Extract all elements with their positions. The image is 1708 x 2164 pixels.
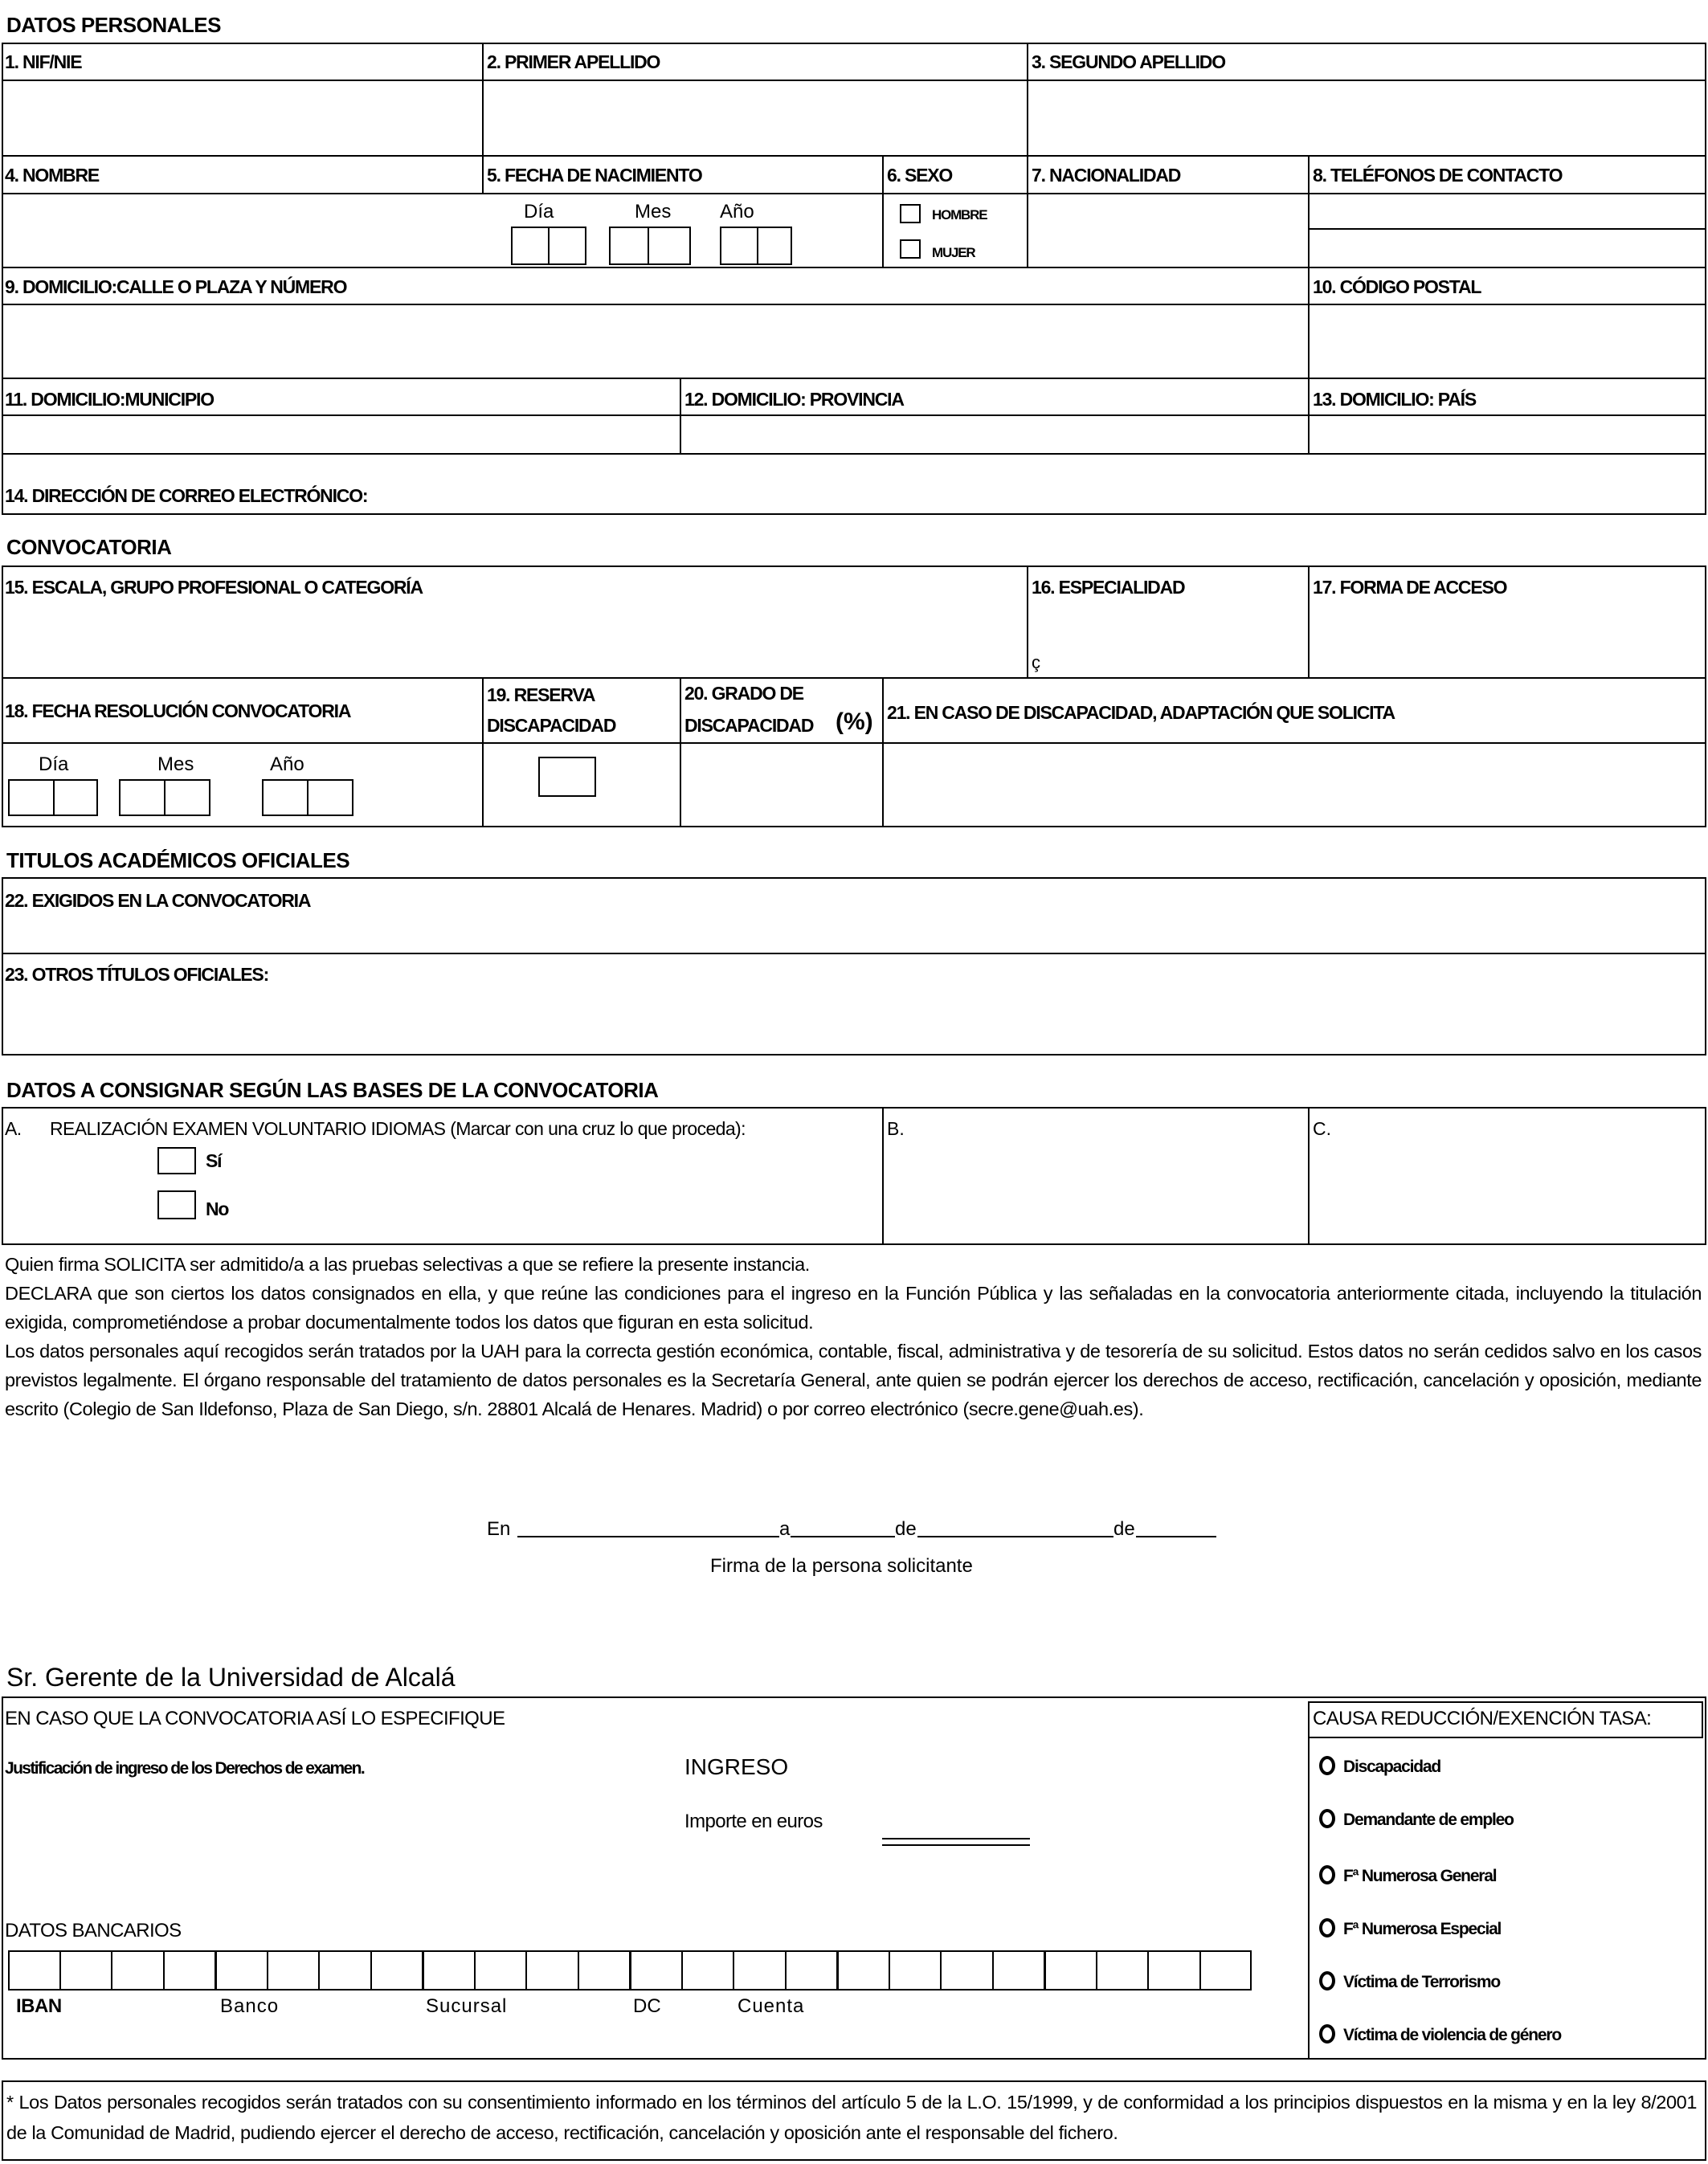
- radio-numerosa-general[interactable]: [1319, 1865, 1335, 1884]
- label-c: C.: [1313, 1118, 1331, 1139]
- label-adaptacion: 21. EN CASO DE DISCAPACIDAD, ADAPTACIÓN QUE SOLICITA: [887, 702, 1395, 723]
- iban-cell-divider: [992, 1950, 994, 1990]
- declaration-datos-personales: Los datos personales aquí recogidos serán tratados por la UAH para la correcta gestión económica, contable, fiscal, administrativa y de tesorería de su solicitud. Estos datos no serán cedidos salvo en los casos previstos legalmente. El órgano responsable del tratamiento de datos personales es la Secretaría General, ante quien se podrán ejercer los derechos de acceso, rectificación, cancelación y oposición, mediante escrito (Colegio de San Ildefonso, Plaza de San Diego, s/n. 28801 Alcalá de Henares. Madrid) o por correo electrónico (secre.gene@uah.es).: [5, 1341, 1702, 1419]
- label-dc: DC: [633, 1995, 661, 2017]
- label-mes: Mes: [635, 201, 672, 223]
- domicilio-calle-input[interactable]: [3, 305, 1306, 376]
- checkbox-idiomas-no[interactable]: [157, 1190, 196, 1219]
- campo-c-input[interactable]: [1311, 1141, 1703, 1242]
- label-especialidad: 16. ESPECIALIDAD: [1032, 577, 1185, 598]
- label-de-1: de: [895, 1518, 917, 1540]
- birth-month-digit-2[interactable]: [648, 227, 691, 265]
- label-domicilio-calle: 9. DOMICILIO:CALLE O PLAZA Y NÚMERO: [5, 276, 347, 297]
- radio-violencia-genero[interactable]: [1319, 2024, 1335, 2044]
- grado-discapacidad-input[interactable]: [683, 744, 881, 826]
- resolucion-year-digit-1[interactable]: [262, 779, 309, 816]
- label-telefonos: 8. TELÉFONOS DE CONTACTO: [1313, 165, 1563, 186]
- label-causa-discapacidad: Discapacidad: [1343, 1758, 1440, 1776]
- label-ingreso: INGRESO: [684, 1754, 789, 1779]
- label-grado: 20. GRADO DE: [684, 683, 803, 704]
- iban-cell-divider: [111, 1950, 112, 1990]
- gerente-title: Sr. Gerente de la Universidad de Alcalá: [6, 1663, 456, 1692]
- declaration-declara: DECLARA que son ciertos los datos consignados en ella, y que reúne las condiciones para el ingreso en la Función Pública y las señaladas en la convocatoria anteriormente citada, incluyendo la titulación exigida, comprometiéndose a probar documentalmente todos los datos que figuran en esta solicitud.: [5, 1283, 1702, 1333]
- iban-cell-divider: [1044, 1950, 1046, 1990]
- label-codigo-postal: 10. CÓDIGO POSTAL: [1313, 276, 1481, 297]
- label-segundo-apellido: 3. SEGUNDO APELLIDO: [1032, 51, 1225, 72]
- label-banco: Banco: [220, 1995, 280, 2017]
- label-reserva-discapacidad: DISCAPACIDAD: [487, 715, 616, 736]
- label-cuenta: Cuenta: [738, 1995, 805, 2017]
- iban-cell-divider: [267, 1950, 268, 1990]
- primer-apellido-input[interactable]: [485, 81, 1025, 153]
- label-en: En: [487, 1518, 511, 1540]
- label-mujer: MUJER: [932, 245, 975, 260]
- resolucion-day-digit-2[interactable]: [53, 779, 98, 816]
- resolucion-month-digit-2[interactable]: [164, 779, 210, 816]
- iban-cell-divider: [422, 1950, 424, 1990]
- label-causa-demandante: Demandante de empleo: [1343, 1811, 1514, 1829]
- birth-year-digit-1[interactable]: [720, 227, 758, 265]
- label-datos-bancarios: DATOS BANCARIOS: [5, 1920, 182, 1941]
- provincia-input[interactable]: [683, 416, 1306, 451]
- iban-cell-divider: [474, 1950, 476, 1990]
- iban-cell-divider: [578, 1950, 579, 1990]
- iban-cell-divider: [889, 1950, 890, 1990]
- radio-discapacidad[interactable]: [1319, 1756, 1335, 1775]
- especialidad-mark: ç: [1032, 652, 1040, 672]
- iban-cell-divider: [1147, 1950, 1149, 1990]
- forma-acceso-input[interactable]: [1311, 602, 1703, 676]
- resolucion-year-digit-2[interactable]: [307, 779, 353, 816]
- iban-cell-divider: [785, 1950, 787, 1990]
- label-causa-terrorismo: Víctima de Terrorismo: [1343, 1973, 1500, 1991]
- resolucion-day-digit-1[interactable]: [8, 779, 55, 816]
- label-sexo: 6. SEXO: [887, 165, 953, 186]
- label-primer-apellido: 2. PRIMER APELLIDO: [487, 51, 660, 72]
- label-importe: Importe en euros: [684, 1811, 823, 1832]
- iban-cell-divider: [1096, 1950, 1097, 1990]
- label-a-dia: a: [779, 1518, 791, 1540]
- label-forma-acceso: 17. FORMA DE ACCESO: [1313, 577, 1507, 598]
- iban-cell-divider: [525, 1950, 527, 1990]
- label-fecha-resolucion: 18. FECHA RESOLUCIÓN CONVOCATORIA: [5, 700, 351, 721]
- lugar-fecha-input[interactable]: [517, 1513, 1216, 1536]
- section-title-personal: DATOS PERSONALES: [6, 13, 221, 37]
- birth-year-digit-2[interactable]: [757, 227, 792, 265]
- label-causa-reduccion: CAUSA REDUCCIÓN/EXENCIÓN TASA:: [1313, 1708, 1652, 1729]
- label-sucursal: Sucursal: [426, 1995, 508, 2017]
- escala-input[interactable]: [3, 602, 1025, 676]
- label-hombre: HOMBRE: [932, 207, 987, 223]
- iban-cell-divider: [836, 1950, 839, 1990]
- label-exigidos: 22. EXIGIDOS EN LA CONVOCATORIA: [5, 890, 311, 911]
- label-pais: 13. DOMICILIO: PAÍS: [1313, 389, 1476, 410]
- label-fecha-nacimiento: 5. FECHA DE NACIMIENTO: [487, 165, 702, 186]
- label-anio: Año: [720, 201, 754, 223]
- iban-cell-divider: [681, 1950, 683, 1990]
- otros-titulos-input[interactable]: [3, 990, 1703, 1052]
- resolucion-month-digit-1[interactable]: [119, 779, 165, 816]
- pais-input[interactable]: [1311, 416, 1703, 451]
- segundo-apellido-input[interactable]: [1030, 81, 1703, 153]
- label-causa-numerosa-especial: Fª Numerosa Especial: [1343, 1920, 1502, 1938]
- label-si: Sí: [206, 1150, 222, 1171]
- iban-cell-divider: [733, 1950, 734, 1990]
- footnote-text: * Los Datos personales recogidos serán tratados con su consentimiento informado en los términos del artículo 5 de la L.O. 15/1999, y de conformidad a los principios dispuestos en la misma y en la ley 8/2001 de la Comunidad de Madrid, pudiendo ejercer el derecho de acceso, rectificación, cancelación y oposición ante el responsable del fichero.: [6, 2092, 1697, 2143]
- label-justificacion: Justificación de ingreso de los Derechos de examen.: [5, 1759, 365, 1778]
- label-b: B.: [887, 1118, 905, 1139]
- label-grado-discapacidad: DISCAPACIDAD: [684, 715, 814, 736]
- checkbox-idiomas-si[interactable]: [157, 1147, 196, 1174]
- label-email: 14. DIRECCIÓN DE CORREO ELECTRÓNICO:: [5, 485, 368, 506]
- importe-input[interactable]: [882, 1811, 1030, 1838]
- iban-cell-divider: [1199, 1950, 1201, 1990]
- codigo-postal-input[interactable]: [1311, 305, 1703, 376]
- iban-cell-divider: [215, 1950, 217, 1990]
- birth-day-digit-2[interactable]: [548, 227, 586, 265]
- iban-cell-divider: [163, 1950, 165, 1990]
- iban-cell-divider: [940, 1950, 942, 1990]
- reserva-discapacidad-checkbox[interactable]: [538, 757, 596, 797]
- label-percent: (%): [836, 708, 873, 735]
- label-provincia: 12. DOMICILIO: PROVINCIA: [684, 389, 904, 410]
- label-causa-violencia: Víctima de violencia de género: [1343, 2026, 1561, 2044]
- campo-b-input[interactable]: [885, 1141, 1306, 1242]
- checkbox-hombre[interactable]: [900, 204, 921, 223]
- label-otros-titulos: 23. OTROS TÍTULOS OFICIALES:: [5, 964, 269, 985]
- label-caso-convocatoria: EN CASO QUE LA CONVOCATORIA ASÍ LO ESPECIFIQUE: [5, 1708, 505, 1729]
- iban-cell-divider: [629, 1950, 631, 1990]
- label-reserva: 19. RESERVA: [487, 684, 595, 705]
- label-dia: Día: [524, 201, 554, 223]
- label-examen-idiomas: REALIZACIÓN EXAMEN VOLUNTARIO IDIOMAS (Marcar con una cruz lo que proceda):: [50, 1118, 746, 1139]
- telefono-1-input[interactable]: [1311, 194, 1703, 227]
- label-no: No: [206, 1198, 229, 1219]
- label-nacionalidad: 7. NACIONALIDAD: [1032, 165, 1181, 186]
- section-title-convocatoria: CONVOCATORIA: [6, 535, 172, 559]
- email-input[interactable]: [418, 456, 1703, 512]
- birth-month-digit-1[interactable]: [609, 227, 649, 265]
- exigidos-input[interactable]: [3, 916, 1703, 951]
- nombre-input[interactable]: [3, 194, 480, 265]
- radio-victima-terrorismo[interactable]: [1319, 1971, 1335, 1990]
- radio-demandante-empleo[interactable]: [1319, 1809, 1335, 1828]
- section-title-bases: DATOS A CONSIGNAR SEGÚN LAS BASES DE LA CONVOCATORIA: [6, 1078, 659, 1102]
- label-anio-resolucion: Año: [270, 753, 304, 775]
- section-title-titulos: TITULOS ACADÉMICOS OFICIALES: [6, 848, 350, 872]
- iban-cell-divider: [318, 1950, 320, 1990]
- label-causa-numerosa-general: Fª Numerosa General: [1343, 1867, 1497, 1885]
- checkbox-mujer[interactable]: [900, 239, 921, 259]
- label-nombre: 4. NOMBRE: [5, 165, 99, 186]
- iban-cell-divider: [59, 1950, 61, 1990]
- label-municipio: 11. DOMICILIO:MUNICIPIO: [5, 389, 214, 410]
- nif-input[interactable]: [3, 81, 480, 153]
- label-mes-resolucion: Mes: [157, 753, 194, 775]
- label-a: A.: [5, 1118, 22, 1139]
- label-de-2: de: [1113, 1518, 1135, 1540]
- adaptacion-input[interactable]: [885, 744, 1703, 826]
- label-iban: IBAN: [16, 1995, 62, 2017]
- nacionalidad-input[interactable]: [1030, 194, 1306, 265]
- birth-day-digit-1[interactable]: [511, 227, 550, 265]
- iban-cell-divider: [370, 1950, 372, 1990]
- radio-numerosa-especial[interactable]: [1319, 1918, 1335, 1937]
- municipio-input[interactable]: [3, 416, 678, 451]
- declaration-solicita: Quien firma SOLICITA ser admitido/a a las pruebas selectivas a que se refiere la presente instancia.: [5, 1254, 810, 1275]
- label-nif: 1. NIF/NIE: [5, 51, 82, 72]
- label-dia-resolucion: Día: [39, 753, 69, 775]
- telefono-2-input[interactable]: [1311, 231, 1703, 265]
- label-firma: Firma de la persona solicitante: [710, 1555, 973, 1577]
- label-escala: 15. ESCALA, GRUPO PROFESIONAL O CATEGORÍA: [5, 577, 423, 598]
